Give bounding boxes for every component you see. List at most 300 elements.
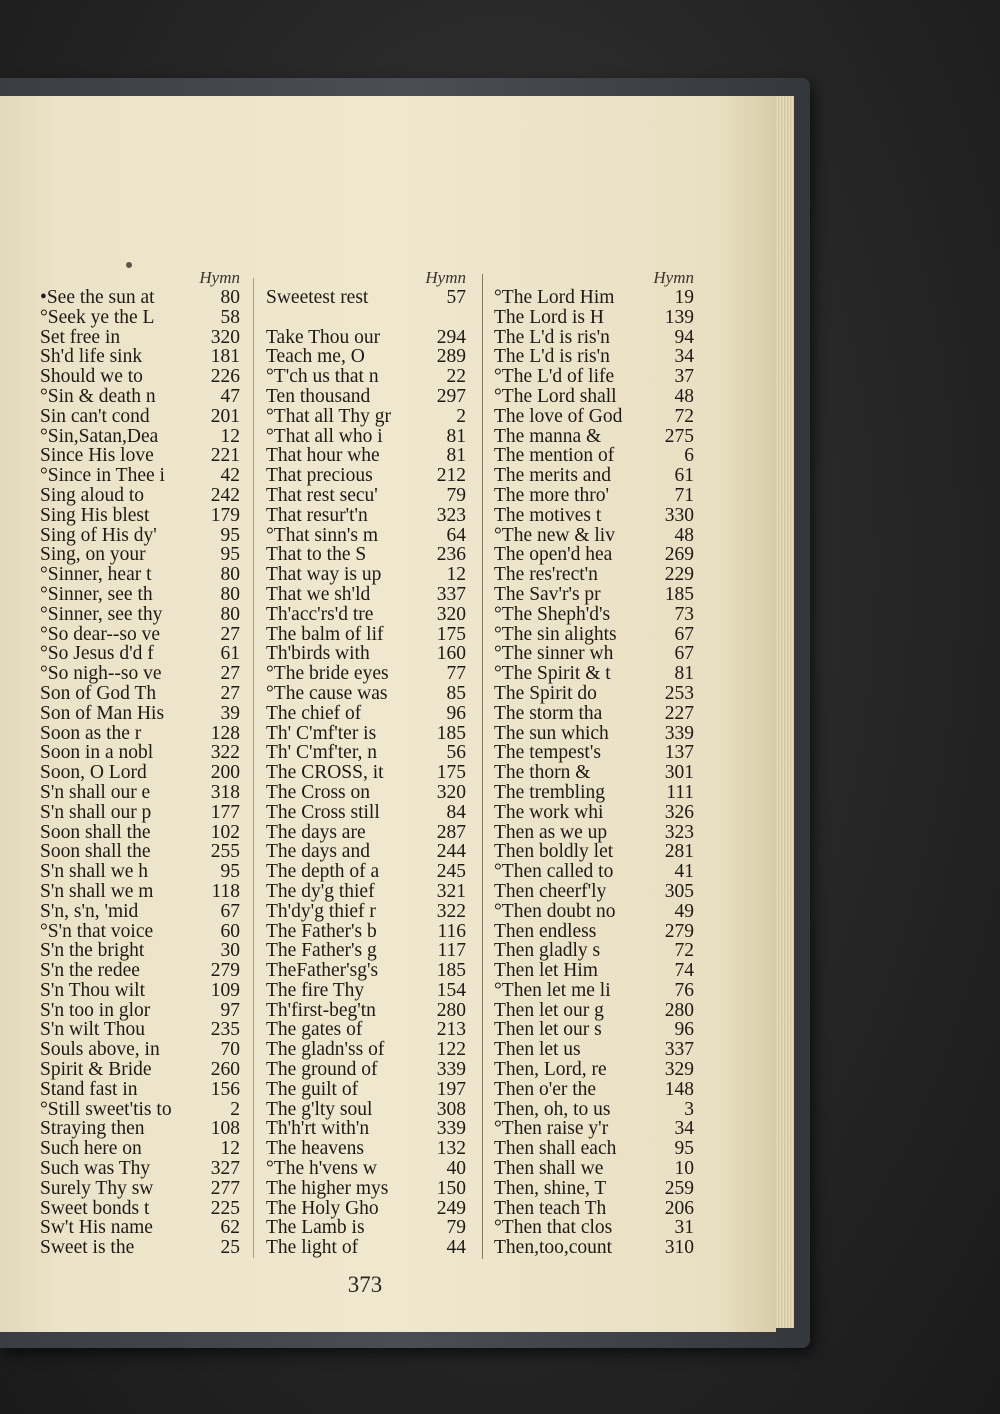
index-entry [494,743,694,763]
first-line-text: Sing His blest [40,504,150,526]
first-line-text: Surely Thy sw [40,1177,154,1199]
first-line-text: That to the S [266,544,367,566]
first-line-text: The light of [266,1237,359,1259]
index-entry [266,427,466,447]
hymn-number: 269 [664,544,694,566]
index-entry [266,862,466,882]
first-line-text: Sweetest rest [266,287,369,308]
first-line-text: °S'n that voice [40,920,154,942]
index-entry [40,367,240,387]
index-entry [494,941,694,961]
index-entry [40,288,240,308]
first-line-text: The ground of [266,1059,378,1081]
index-entry [494,545,694,565]
first-line-text: The more thro' [494,484,610,506]
first-line-text: Then teach Th [494,1197,607,1219]
index-entry [266,1159,466,1179]
index-entry [266,922,466,942]
first-line-text: The Sav'r's pr [494,583,601,605]
blank-line [266,308,466,328]
hymn-number: 305 [664,880,694,902]
first-line-text: The Father's g [266,940,377,962]
first-line-text: The merits and [494,465,611,487]
hymn-number: 320 [436,603,466,625]
index-entry [40,347,240,367]
column-header: Hymn [653,268,694,287]
first-line-text: Then boldly let [494,841,614,863]
hymn-number: 49 [674,900,694,922]
hymn-number: 255 [210,841,240,863]
hymn-number: 71 [674,484,694,506]
first-line-text: °That sinn's m [266,524,379,546]
index-entry [40,526,240,546]
first-line-text: Straying then [40,1118,145,1140]
first-line-text: °Sinner, see th [40,583,153,605]
hymn-number: 227 [664,702,694,724]
hymn-number: 79 [446,484,466,506]
index-entry [266,902,466,922]
index-entry [494,803,694,823]
first-line-text: TheFather'sg's [266,960,379,982]
index-entry [40,605,240,625]
hymn-number: 72 [674,940,694,962]
first-line-text: The Cross still [266,801,380,823]
first-line-text: The trembling [494,781,606,803]
index-entry [266,585,466,605]
first-line-text: S'n wilt Thou [40,1019,146,1041]
first-line-text: That rest secu' [266,484,378,506]
hymn-number: 73 [674,603,694,625]
first-line-text: Then, oh, to us [494,1098,611,1120]
first-line-text: °Seek ye the L [40,306,155,328]
first-line-text: °The Lord shall [494,385,617,407]
first-line-text: Then cheerf'ly [494,880,607,902]
first-line-text: The motives t [494,504,602,526]
first-line-text: The CROSS, it [266,762,384,784]
first-line-text: That we sh'ld [266,583,371,605]
hymn-number: 2 [230,1098,240,1120]
hymn-number: 137 [664,742,694,764]
first-line-text: S'n shall our p [40,801,152,823]
index-entry [494,902,694,922]
index-entry [40,644,240,664]
first-line-text: Sing, on your [40,544,146,566]
first-line-text: °Since in Thee i [40,465,165,487]
index-entry [40,1001,240,1021]
first-line-text: The L'd is ris'n [494,346,610,368]
first-line-text: °So Jesus d'd f [40,643,154,665]
first-line-text: Then let Him [494,960,598,982]
first-line-text: The Cross on [266,781,370,803]
hymn-number: 221 [210,445,240,467]
first-line-text: °Then doubt no [494,900,616,922]
index-entry [494,466,694,486]
first-line-text: °Sin & death n [40,385,156,407]
index-entry [266,367,466,387]
hymn-number: 25 [220,1237,240,1259]
first-line-text: °The h'vens w [266,1158,377,1180]
page-number: 373 [347,1272,383,1297]
hymn-number: 279 [664,920,694,942]
index-entry [266,763,466,783]
first-line-text: The work whi [494,801,604,823]
index-entry [494,1040,694,1060]
hymn-number: 48 [674,385,694,407]
index-column-1 [40,268,240,1258]
hymn-number: 156 [210,1078,240,1100]
first-line-text: The L'd is ris'n [494,326,610,348]
hymn-number: 326 [664,801,694,823]
index-entry [266,1179,466,1199]
hymn-number: 175 [436,623,466,645]
index-entry [266,724,466,744]
first-line-text: °The sinner wh [494,643,614,665]
index-entry [266,466,466,486]
first-line-text: The manna & [494,425,602,447]
first-line-text: Sh'd life sink [40,346,143,368]
first-line-text: °Then called to [494,861,614,883]
hymn-number: 236 [436,544,466,566]
first-line-text: The dy'g thief [266,880,375,902]
index-entry [494,724,694,744]
index-entry [40,585,240,605]
index-entry [266,803,466,823]
index-entry [40,743,240,763]
first-line-text: °The Sheph'd's [494,603,611,625]
index-entry [494,427,694,447]
index-entry [494,486,694,506]
first-line-text: Spirit & Bride [40,1059,152,1081]
index-entry [494,288,694,308]
index-entry [40,724,240,744]
hymn-number: 111 [666,781,694,803]
hymn-number: 327 [210,1158,240,1180]
hymn-number: 76 [674,979,694,1001]
index-entry [494,367,694,387]
index-entry [266,684,466,704]
hymn-number: 330 [664,504,694,526]
first-line-text: S'n shall we m [40,880,154,902]
hymn-number: 27 [220,682,240,704]
hymn-number: 253 [664,682,694,704]
index-entry [40,506,240,526]
column-header: Hymn [199,268,240,287]
first-line-text: °So dear--so ve [40,623,161,645]
index-entry [494,387,694,407]
hymn-number: 96 [446,702,466,724]
first-line-text: The gladn'ss of [266,1039,385,1061]
index-entry [40,763,240,783]
first-line-text: S'n the bright [40,940,145,962]
hymn-number: 339 [436,1059,466,1081]
first-line-text: The love of God [494,405,623,427]
first-line-text: °Sin,Satan,Dea [40,425,159,447]
index-entry [494,506,694,526]
hymn-number: 48 [674,524,694,546]
hymn-number: 47 [220,385,240,407]
index-entry [40,486,240,506]
hymn-number: 201 [210,405,240,427]
index-column-2 [266,268,466,1258]
hymn-number: 41 [674,861,694,883]
first-line-text: Then o'er the [494,1078,597,1100]
index-entry [40,308,240,328]
first-line-text: That precious [266,465,373,487]
index-entry [266,1199,466,1219]
index-entry [494,922,694,942]
first-line-text: Th'acc'rs'd tre [266,603,374,625]
hymn-number: 213 [436,1019,466,1041]
first-line-text: The thorn & [494,762,591,784]
hymn-number: 95 [674,1138,694,1160]
hymn-number: 310 [664,1237,694,1259]
index-entry [494,526,694,546]
first-line-text: The days are [266,821,366,843]
index-entry [266,1100,466,1120]
index-entry [40,922,240,942]
hymn-number: 109 [210,979,240,1001]
index-entry [266,1060,466,1080]
hymn-number: 132 [436,1138,466,1160]
hymn-number: 249 [436,1197,466,1219]
index-entry [266,288,466,308]
index-entry [266,644,466,664]
first-line-text: Then as we up [494,821,608,843]
hymn-number: 39 [220,702,240,724]
hymn-number: 175 [436,762,466,784]
first-line-text: The days and [266,841,370,863]
hymn-number: 301 [664,762,694,784]
first-line-text: °Then raise y'r [494,1118,609,1140]
index-entry [266,981,466,1001]
hymn-number: 56 [446,742,466,764]
book-page [0,96,776,1332]
index-entry [266,506,466,526]
hymn-number: 245 [436,861,466,883]
first-line-text: °Then that clos [494,1217,613,1239]
hymn-number: 277 [210,1177,240,1199]
hymn-number: 95 [220,861,240,883]
index-entry [494,882,694,902]
first-line-text: °The new & liv [494,524,615,546]
index-entry [494,704,694,724]
hymn-number: 281 [664,841,694,863]
first-line-text: °Then let me li [494,979,611,1001]
hymn-number: 297 [436,385,466,407]
index-entry [266,823,466,843]
first-line-text: The tempest's [494,742,601,764]
first-line-text: S'n Thou wilt [40,979,146,1001]
index-entry [40,387,240,407]
first-line-text: °The Lord Him [494,287,615,308]
first-line-text: The sun which [494,722,609,744]
hymn-number: 197 [436,1078,466,1100]
hymn-number: 61 [674,465,694,487]
hymn-number: 34 [674,1118,694,1140]
hymn-number: 19 [674,287,694,308]
hymn-number: 57 [446,287,466,308]
hymn-number: 116 [437,920,466,942]
hymn-number: 72 [674,405,694,427]
hymn-number: 22 [446,366,466,388]
index-entry [266,941,466,961]
column-rule [482,274,483,1259]
first-line-text: °The bride eyes [266,663,389,685]
index-entry [40,803,240,823]
index-entry [266,387,466,407]
index-entry [266,961,466,981]
first-line-text: Th'h'rt with'n [266,1118,370,1140]
first-line-text: Th'dy'g thief r [266,900,376,922]
index-entry [266,605,466,625]
index-entry [494,862,694,882]
hymn-number: 80 [220,583,240,605]
first-line-text: S'n too in glor [40,999,151,1021]
index-entry [266,328,466,348]
first-line-text: Sin can't cond [40,405,150,427]
first-line-text: Such was Thy [40,1158,151,1180]
first-line-text: S'n shall our e [40,781,151,803]
first-line-text: Then gladly s [494,940,601,962]
hymn-number: 34 [674,346,694,368]
index-entry [494,1100,694,1120]
hymn-number: 337 [436,583,466,605]
hymn-number: 74 [674,960,694,982]
hymn-number: 122 [436,1039,466,1061]
first-line-text: Ten thousand [266,385,371,407]
first-line-text: °Sinner, see thy [40,603,163,625]
hymn-number: 287 [436,821,466,843]
hymn-number: 81 [674,663,694,685]
hymn-number: 61 [220,643,240,665]
index-column-3 [494,268,694,1258]
first-line-text: S'n the redee [40,960,140,982]
first-line-text: Then let our s [494,1019,602,1041]
first-line-text: Then let our g [494,999,604,1021]
index-entry [266,526,466,546]
index-entry [40,1119,240,1139]
index-entry [40,565,240,585]
index-entry [266,664,466,684]
index-entry [266,446,466,466]
hymn-number: 12 [220,425,240,447]
hymn-number: 128 [210,722,240,744]
first-line-text: Take Thou our [266,326,381,348]
first-line-text: Then, Lord, re [494,1059,607,1081]
column-header: Hymn [425,268,466,287]
hymn-number: 80 [220,287,240,308]
first-line-text: Th'first-beg'tn [266,999,376,1021]
hymn-number: 280 [664,999,694,1021]
hymn-number: 280 [436,999,466,1021]
hymn-number: 212 [436,465,466,487]
hymn-number: 235 [210,1019,240,1041]
hymn-number: 329 [664,1059,694,1081]
hymn-number: 80 [220,564,240,586]
index-entry [494,842,694,862]
index-entry [494,763,694,783]
hymn-number: 242 [210,484,240,506]
hymn-number: 323 [664,821,694,843]
hymn-number: 77 [446,663,466,685]
first-line-text: The res'rect'n [494,564,598,586]
hymn-number: 148 [664,1078,694,1100]
hymn-number: 177 [210,801,240,823]
index-entry [494,1139,694,1159]
first-line-text: Then endless [494,920,597,942]
index-entry [40,1238,240,1258]
first-line-text: Sw't His name [40,1217,153,1239]
first-line-text: S'n shall we h [40,861,149,883]
hymn-number: 64 [446,524,466,546]
hymn-number: 200 [210,762,240,784]
index-entry [40,1199,240,1219]
first-line-text: Then, shine, T [494,1177,607,1199]
index-entry [266,565,466,585]
hymn-number: 3 [684,1098,694,1120]
hymn-number: 279 [210,960,240,982]
first-line-text: The g'lty soul [266,1098,373,1120]
hymn-number: 108 [210,1118,240,1140]
index-entry [266,882,466,902]
first-line-text: Then,too,count [494,1237,613,1259]
first-line-text: Soon in a nobl [40,742,154,764]
index-entry [40,446,240,466]
index-entry [40,981,240,1001]
index-entry [40,625,240,645]
index-entry [494,1060,694,1080]
first-line-text: The Lamb is [266,1217,365,1239]
first-line-text: Teach me, O [266,346,365,368]
index-entry [40,1139,240,1159]
hymn-number: 244 [436,841,466,863]
hymn-number: 275 [664,425,694,447]
hymn-number: 179 [210,504,240,526]
index-entry [494,1020,694,1040]
first-line-text: That resur't'n [266,504,368,526]
hymn-number: 339 [664,722,694,744]
first-line-text: Since His love [40,445,154,467]
hymn-number: 97 [220,999,240,1021]
hymn-number: 117 [437,940,466,962]
first-line-text: °T'ch us that n [266,366,379,388]
hymn-number: 289 [436,346,466,368]
first-line-text: Th' C'mf'ter, n [266,742,378,764]
first-line-text: °Still sweet'tis to [40,1098,172,1120]
hymn-number: 95 [220,544,240,566]
index-entry [40,862,240,882]
index-entry [494,1159,694,1179]
index-entry [494,783,694,803]
hymn-number: 318 [210,781,240,803]
first-line-text: Sweet bonds t [40,1197,150,1219]
index-entry [266,486,466,506]
index-entry [40,704,240,724]
index-entry [494,1001,694,1021]
hymn-number: 10 [674,1158,694,1180]
index-entry [266,545,466,565]
index-entry [40,664,240,684]
first-line-text: °The Spirit & t [494,663,611,685]
first-line-text: The higher mys [266,1177,389,1199]
first-line-text: •See the sun at [40,287,155,308]
hymn-number: 160 [436,643,466,665]
index-entry [266,1139,466,1159]
index-entry [40,1159,240,1179]
index-entry [40,961,240,981]
hymn-number: 322 [210,742,240,764]
index-entry [266,1218,466,1238]
